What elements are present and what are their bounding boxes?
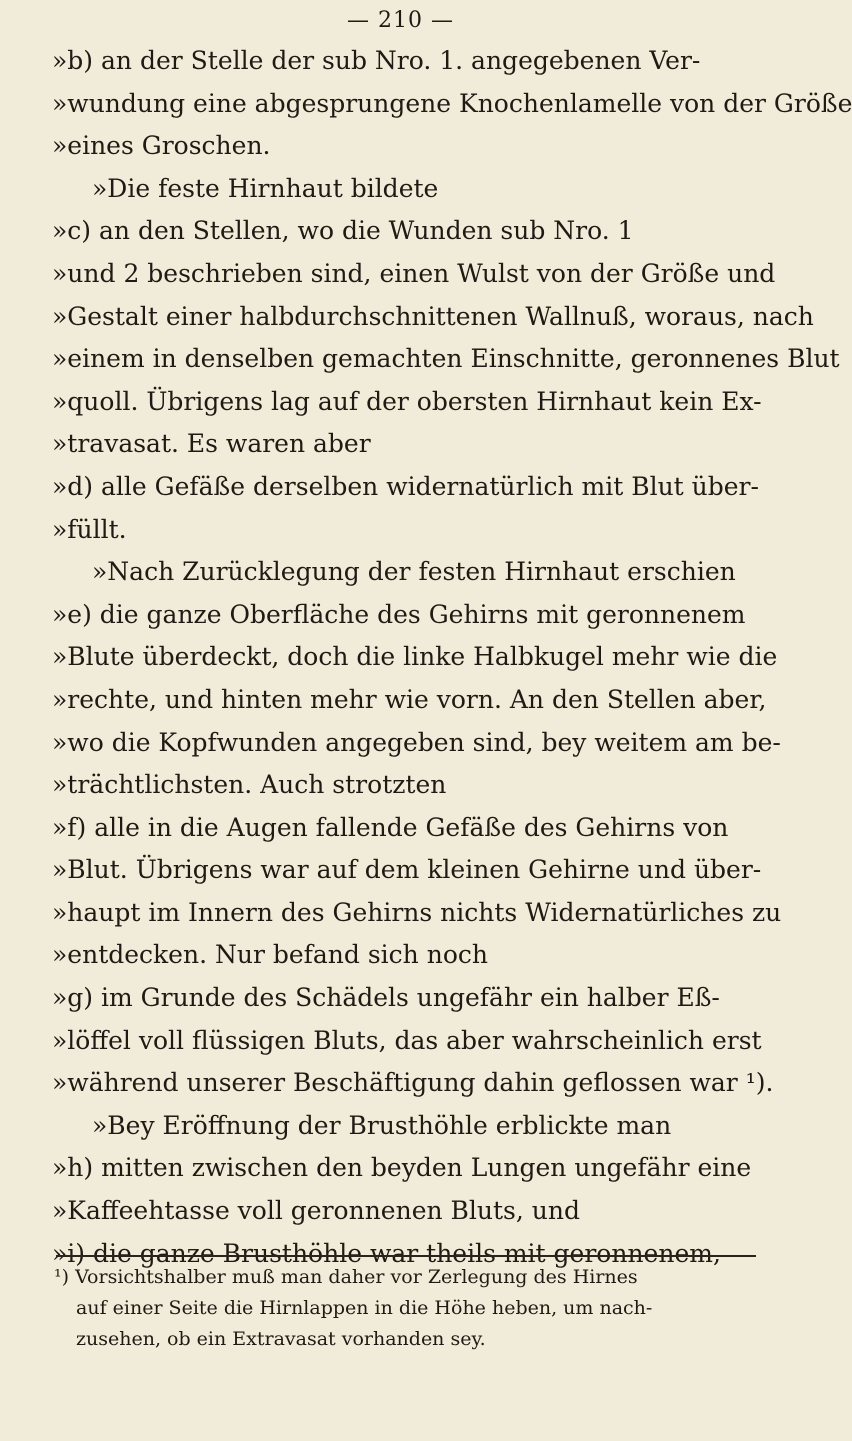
footnote-line: zusehen, ob ein Extravasat vorhanden sey. [76,1328,486,1350]
text-line: »travasat. Es waren aber [52,429,371,459]
text-line: »Gestalt einer halbdurchschnittenen Wallnuß, woraus, nach [52,301,814,331]
text-line: »löffel voll flüssigen Bluts, das aber wahrscheinlich erst [52,1025,762,1055]
text-line: »rechte, und hinten mehr wie vorn. An den Stellen aber, [52,684,767,714]
page-number: — 210 — [347,8,454,33]
footnote [54,1262,774,1355]
text-line: »trächtlichsten. Auch strotzten [52,770,447,800]
text-line: »eines Groschen. [52,131,271,161]
text-line: »Nach Zurücklegung der festen Hirnhaut erschien [92,557,736,587]
text-line: »Blute überdeckt, doch die linke Halbkugel mehr wie die [52,642,778,672]
text-line: »haupt im Innern des Gehirns nichts Widernatürliches zu [52,897,782,927]
text-line: »Kaffeehtasse voll geronnenen Bluts, und [52,1196,580,1226]
text-line: »Die feste Hirnhaut bildete [92,173,439,203]
text-line: »Bey Eröffnung der Brusthöhle erblickte man [92,1110,672,1140]
text-line: »b) an der Stelle der sub Nro. 1. angegebenen Ver- [52,46,701,75]
text-line: »und 2 beschrieben sind, einen Wulst von der Größe und [52,258,776,288]
text-line: »c) an den Stellen, wo die Wunden sub Nro. 1 [52,216,634,246]
footnote-line: auf einer Seite die Hirnlappen in die Höhe heben, um nach- [76,1297,653,1319]
text-line: »wo die Kopfwunden angegeben sind, bey weitem am be- [52,727,781,757]
text-line: »e) die ganze Oberfläche des Gehirns mit geronnenem [52,599,746,629]
footnote-divider [56,1255,756,1257]
text-line: »Blut. Übrigens war auf dem kleinen Gehirne und über- [52,855,762,885]
text-line: »f) alle in die Augen fallende Gefäße des Gehirns von [52,812,729,842]
body-text [52,40,852,1275]
text-line: »einem in denselben gemachten Einschnitte, geronnenes Blut [52,344,840,374]
footnote-line: ¹) Vorsichtshalber muß man daher vor Zerlegung des Hirnes [54,1266,638,1288]
text-line: »wundung eine abgesprungene Knochenlamelle von der Größe [52,88,852,118]
text-line: »quoll. Übrigens lag auf der obersten Hirnhaut kein Ex- [52,386,762,416]
text-line: »entdecken. Nur befand sich noch [52,940,488,970]
text-line: »i) die ganze Brusthöhle war theils mit geronnenem, [52,1238,721,1268]
text-line: »d) alle Gefäße derselben widernatürlich mit Blut über- [52,471,759,501]
text-line: »während unserer Beschäftigung dahin geflossen war ¹). [52,1068,774,1098]
text-line: »füllt. [52,514,127,544]
text-line: »g) im Grunde des Schädels ungefähr ein halber Eß- [52,983,720,1013]
text-line: »h) mitten zwischen den beyden Lungen ungefähr eine [52,1153,752,1183]
